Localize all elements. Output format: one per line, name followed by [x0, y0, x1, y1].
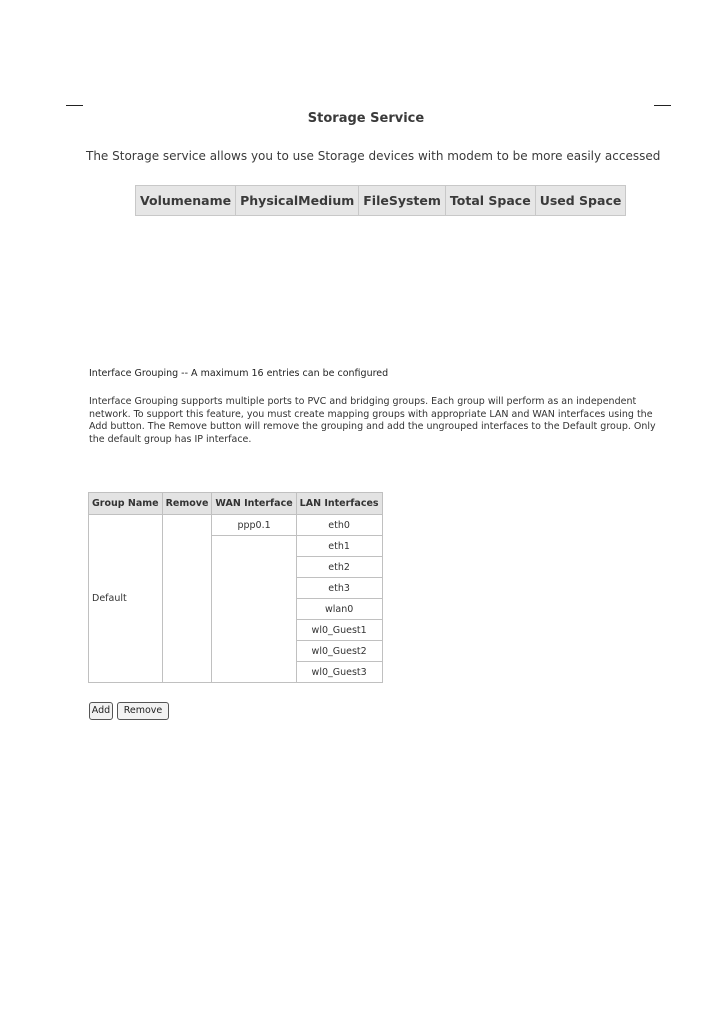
- lan-interface-cell: wl0_Guest2: [296, 641, 382, 662]
- column-group-name: Group Name: [89, 493, 163, 515]
- lan-interface-cell: eth0: [296, 515, 382, 536]
- table-row: [89, 515, 383, 536]
- interface-group-table: [88, 492, 383, 683]
- add-button[interactable]: Add: [89, 702, 113, 720]
- lan-interface-cell: eth3: [296, 578, 382, 599]
- lan-interface-cell: wl0_Guest3: [296, 662, 382, 683]
- wan-interface-cell: ppp0.1: [212, 515, 296, 536]
- column-file-system: FileSystem: [359, 186, 446, 216]
- remove-button[interactable]: Remove: [117, 702, 169, 720]
- corner-mark-right: [654, 105, 671, 106]
- lan-interface-cell: eth2: [296, 557, 382, 578]
- storage-table: [135, 185, 626, 216]
- storage-service-description: The Storage service allows you to use Storage devices with modem to be more easily accessed: [86, 149, 661, 163]
- column-remove: Remove: [162, 493, 212, 515]
- interface-grouping-description: Interface Grouping supports multiple ports to PVC and bridging groups. Each group will perform as an independent network. To support this feature, you must create mapping groups with appropriate LAN and WAN interfaces using the Add button. The Remove button will remove the grouping and add the ungrouped interfaces to the Default group. Only the default group has IP interface.: [89, 396, 656, 445]
- group-name-cell: Default: [89, 515, 163, 683]
- lan-interface-cell: wlan0: [296, 599, 382, 620]
- column-volumename: Volumename: [136, 186, 236, 216]
- lan-interface-cell: eth1: [296, 536, 382, 557]
- storage-service-title: Storage Service: [307, 111, 425, 126]
- storage-table-header-row: [136, 186, 626, 216]
- column-lan-interfaces: LAN Interfaces: [296, 493, 382, 515]
- column-wan-interface: WAN Interface: [212, 493, 296, 515]
- column-physical-medium: PhysicalMedium: [236, 186, 359, 216]
- remove-cell: [162, 515, 212, 683]
- wan-interface-empty-cell: [212, 536, 296, 683]
- corner-mark-left: [66, 105, 83, 106]
- group-table-header-row: [89, 493, 383, 515]
- interface-grouping-title: Interface Grouping -- A maximum 16 entries can be configured: [89, 368, 389, 379]
- column-total-space: Total Space: [445, 186, 535, 216]
- lan-interface-cell: wl0_Guest1: [296, 620, 382, 641]
- column-used-space: Used Space: [535, 186, 626, 216]
